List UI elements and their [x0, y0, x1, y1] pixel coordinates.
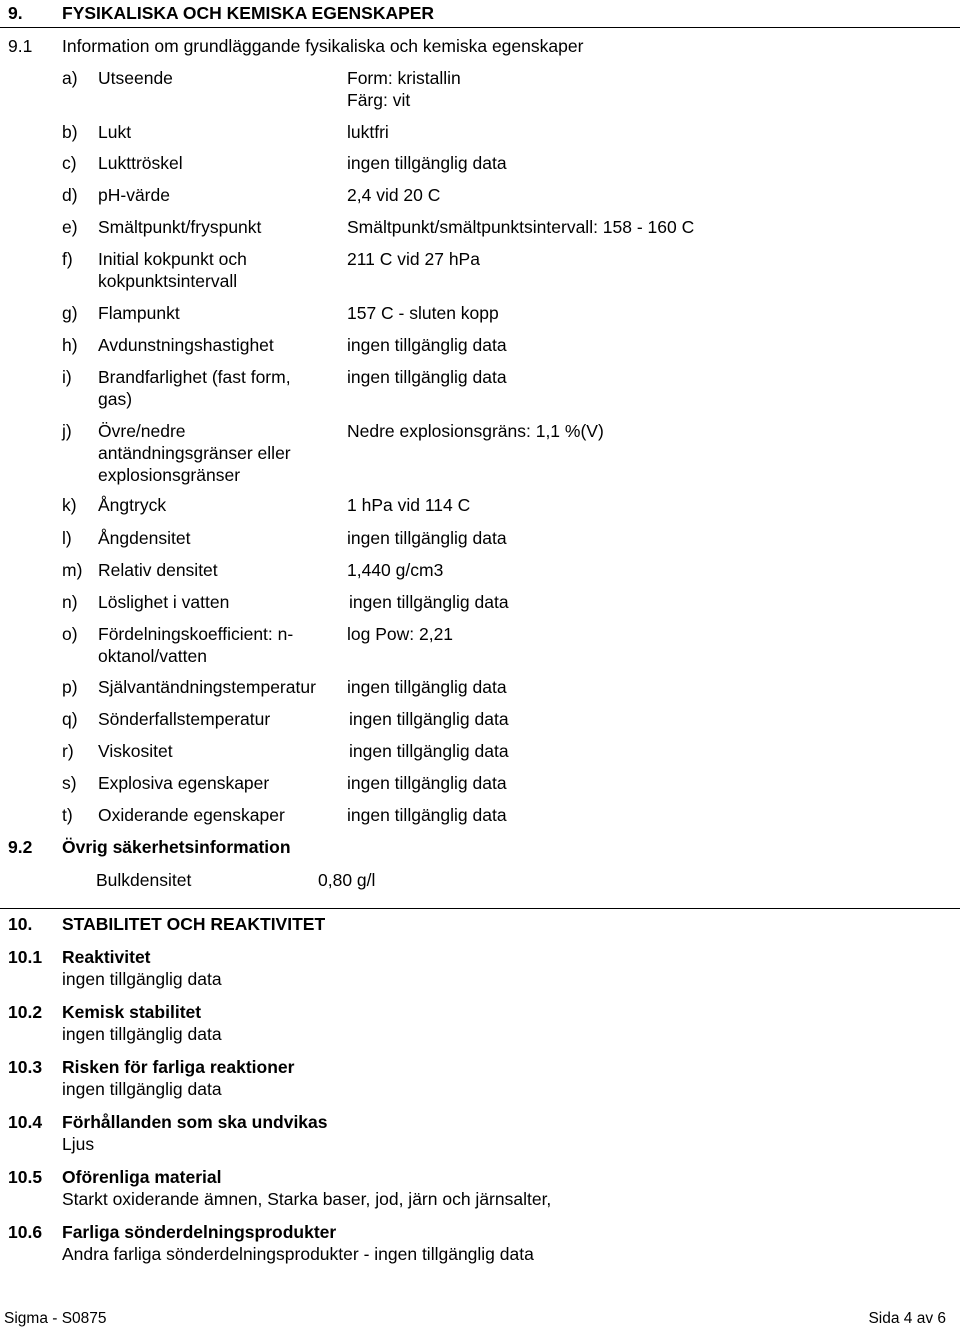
property-label-line2: oktanol/vatten	[98, 646, 207, 666]
subsection-number: 10.6	[8, 1222, 43, 1242]
subsection-number: 9.2	[8, 837, 33, 857]
property-letter: l)	[62, 528, 72, 548]
bulk-density-label: Bulkdensitet	[96, 870, 192, 890]
subsection-text: ingen tillgänglig data	[62, 1024, 222, 1044]
property-letter: e)	[62, 217, 78, 237]
property-label-line2: gas)	[98, 389, 133, 409]
property-value: ingen tillgänglig data	[347, 367, 507, 387]
property-letter: a)	[62, 68, 78, 88]
property-label: pH-värde	[98, 185, 170, 205]
property-letter: b)	[62, 122, 78, 142]
property-value: 1 hPa vid 114 C	[347, 495, 471, 515]
property-label-line2: antändningsgränser eller	[98, 443, 291, 463]
subsection-text: ingen tillgänglig data	[62, 1079, 222, 1099]
property-label: Smältpunkt/fryspunkt	[98, 217, 262, 237]
property-value: ingen tillgänglig data	[349, 741, 509, 761]
footer-product-id: Sigma - S0875	[4, 1310, 107, 1327]
property-label: Övre/nedre	[98, 421, 186, 441]
property-letter: r)	[62, 741, 74, 761]
property-label-line3: explosionsgränser	[98, 465, 241, 485]
subsection-number: 10.4	[8, 1112, 43, 1132]
property-value: 211 C vid 27 hPa	[347, 249, 480, 269]
property-label: Fördelningskoefficient: n-	[98, 624, 294, 644]
property-letter: j)	[62, 421, 72, 441]
property-label-line2: kokpunktsintervall	[98, 271, 238, 291]
subsection-title: Information om grundläggande fysikaliska och kemiska egenskaper	[62, 36, 584, 56]
property-value: ingen tillgänglig data	[347, 805, 507, 825]
property-value: ingen tillgänglig data	[347, 677, 507, 697]
property-label: Lukttröskel	[98, 153, 183, 173]
property-label: Relativ densitet	[98, 560, 218, 580]
property-value: log Pow: 2,21	[347, 624, 454, 644]
subsection-text: Ljus	[62, 1134, 95, 1154]
property-letter: i)	[62, 367, 72, 387]
property-label: Avdunstningshastighet	[98, 335, 274, 355]
property-letter: h)	[62, 335, 78, 355]
property-letter: t)	[62, 805, 73, 825]
bulk-density-value: 0,80 g/l	[318, 870, 376, 890]
property-letter: s)	[62, 773, 77, 793]
property-label: Löslighet i vatten	[98, 592, 230, 612]
property-value: Form: kristallin	[347, 68, 461, 88]
property-letter: p)	[62, 677, 78, 697]
property-value: Nedre explosionsgräns: 1,1 %(V)	[347, 421, 604, 441]
section-title: FYSIKALISKA OCH KEMISKA EGENSKAPER	[62, 3, 435, 23]
property-value: ingen tillgänglig data	[347, 528, 507, 548]
property-label: Utseende	[98, 68, 173, 88]
subsection-text: Starkt oxiderande ämnen, Starka baser, jod, järn och järnsalter,	[62, 1189, 552, 1209]
section-number: 9.	[8, 3, 23, 23]
section-divider	[0, 27, 960, 28]
property-letter: n)	[62, 592, 78, 612]
property-value: 157 C - sluten kopp	[347, 303, 499, 323]
section-divider	[0, 908, 960, 909]
property-label: Sönderfallstemperatur	[98, 709, 271, 729]
property-letter: o)	[62, 624, 78, 644]
subsection-number: 10.1	[8, 947, 43, 967]
property-letter: f)	[62, 249, 73, 269]
property-value: Smältpunkt/smältpunktsintervall: 158 - 160 C	[347, 217, 695, 237]
property-label: Självantändningstemperatur	[98, 677, 316, 697]
property-value: 1,440 g/cm3	[347, 560, 444, 580]
property-letter: k)	[62, 495, 77, 515]
subsection-number: 10.3	[8, 1057, 43, 1077]
property-label: Flampunkt	[98, 303, 180, 323]
property-letter: c)	[62, 153, 77, 173]
footer-page-number: Sida 4 av 6	[868, 1310, 946, 1327]
section-title: STABILITET OCH REAKTIVITET	[62, 914, 326, 934]
property-letter: d)	[62, 185, 78, 205]
subsection-number: 10.5	[8, 1167, 43, 1187]
subsection-number: 9.1	[8, 36, 33, 56]
property-label: Brandfarlighet (fast form,	[98, 367, 291, 387]
subsection-title: Övrig säkerhetsinformation	[62, 837, 291, 857]
property-value: ingen tillgänglig data	[349, 709, 509, 729]
subsection-title: Oförenliga material	[62, 1167, 222, 1187]
property-value: ingen tillgänglig data	[347, 773, 507, 793]
subsection-title: Risken för farliga reaktioner	[62, 1057, 295, 1077]
subsection-title: Förhållanden som ska undvikas	[62, 1112, 328, 1132]
property-label: Explosiva egenskaper	[98, 773, 270, 793]
property-value: ingen tillgänglig data	[347, 153, 507, 173]
property-label: Oxiderande egenskaper	[98, 805, 285, 825]
subsection-text: ingen tillgänglig data	[62, 969, 222, 989]
property-value: luktfri	[347, 122, 389, 142]
property-value-line2: Färg: vit	[347, 90, 411, 110]
property-label: Viskositet	[98, 741, 173, 761]
subsection-title: Farliga sönderdelningsprodukter	[62, 1222, 337, 1242]
property-letter: m)	[62, 560, 83, 580]
subsection-number: 10.2	[8, 1002, 43, 1022]
property-letter: q)	[62, 709, 78, 729]
subsection-title: Reaktivitet	[62, 947, 151, 967]
subsection-title: Kemisk stabilitet	[62, 1002, 202, 1022]
property-value: 2,4 vid 20 C	[347, 185, 441, 205]
section-number: 10.	[8, 914, 33, 934]
property-label: Ångdensitet	[98, 528, 191, 548]
property-label: Lukt	[98, 122, 132, 142]
subsection-text: Andra farliga sönderdelningsprodukter - ingen tillgänglig data	[62, 1244, 534, 1264]
property-value: ingen tillgänglig data	[349, 592, 509, 612]
property-label: Initial kokpunkt och	[98, 249, 247, 269]
property-value: ingen tillgänglig data	[347, 335, 507, 355]
property-label: Ångtryck	[98, 495, 167, 515]
property-letter: g)	[62, 303, 78, 323]
